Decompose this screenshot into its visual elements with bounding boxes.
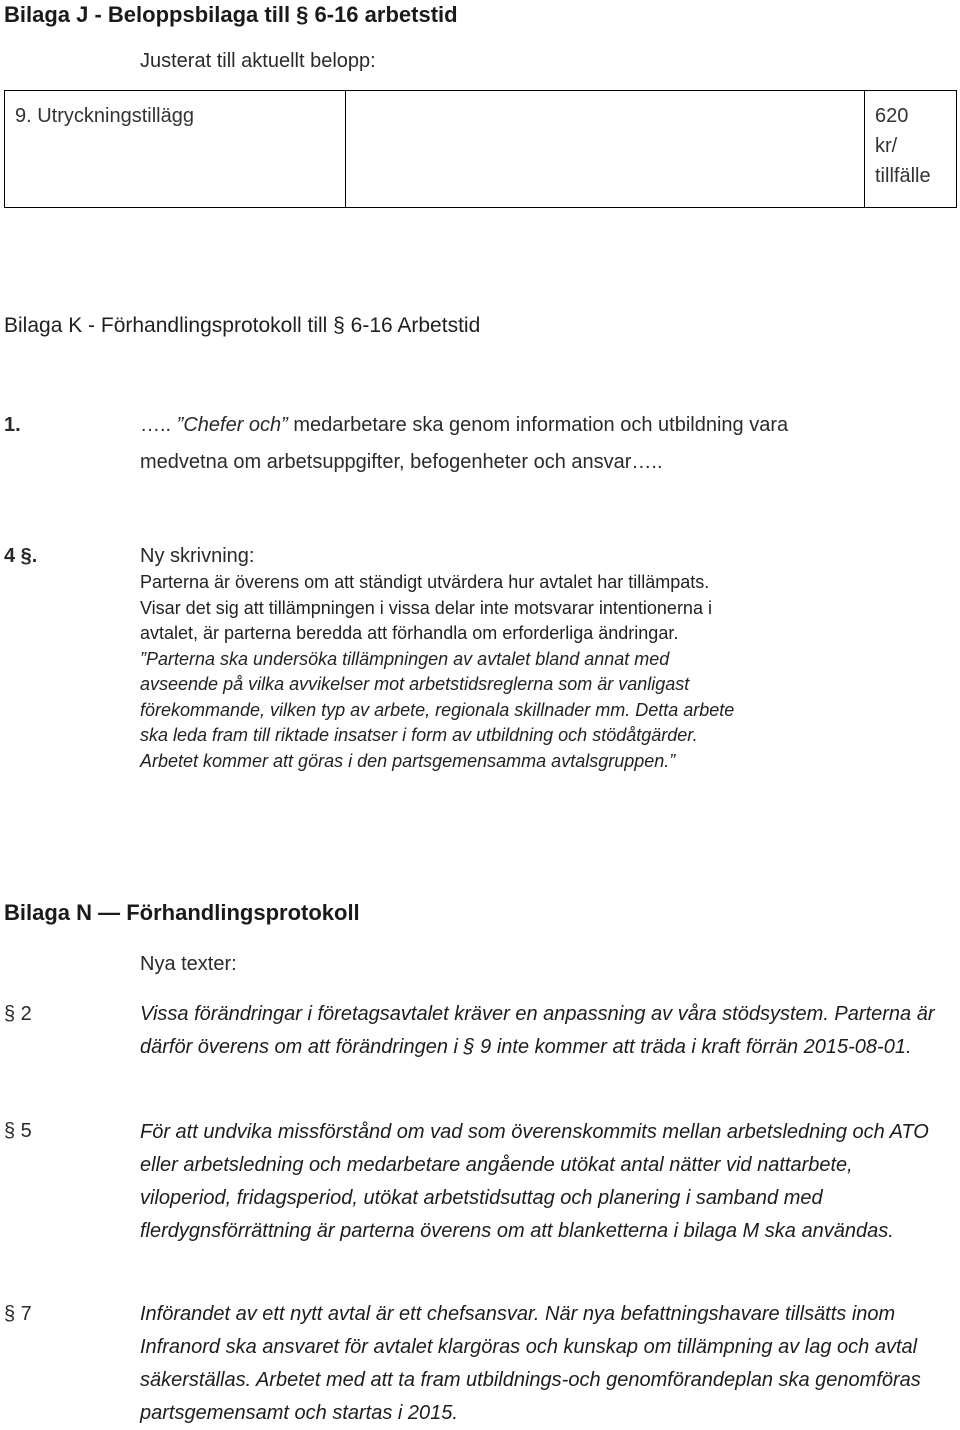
fee-value-line: 620 — [875, 105, 909, 127]
fee-value-line: tillfälle — [875, 165, 931, 187]
item-4-heading: Ny skrivning: — [140, 545, 255, 567]
section-7-number: § 7 — [4, 1303, 32, 1325]
empty-cell — [346, 91, 865, 208]
item-4-number: 4 §. — [4, 545, 38, 567]
item-1-quote: ”Chefer och” — [176, 414, 288, 436]
fee-value-cell — [865, 91, 957, 208]
item-1-rest: medarbetare ska genom information och utbildning vara — [287, 414, 789, 436]
fee-item-cell: 9. Utryckningstillägg — [5, 91, 346, 208]
bilaga-n-title: Bilaga N — Förhandlingsprotokoll — [4, 900, 360, 925]
section-2-text: Vissa förändringar i företagsavtalet kräver en anpassning av våra stödsystem. Parterna är därför överens om att förändringen i § 9 inte kommer att träda i kraft förrän 2015-08-01. — [140, 1003, 935, 1058]
bilaga-k-title: Bilaga K - Förhandlingsprotokoll till § 6-16 Arbetstid — [4, 314, 481, 337]
item-1-line-2: medvetna om arbetsuppgifter, befogenheter och ansvar….. — [140, 451, 663, 473]
bilaga-n-subtitle: Nya texter: — [140, 953, 237, 975]
section-5-text: För att undvika missförstånd om vad som överenskommits mellan arbetsledning och ATO eller arbetsledning och medarbetare angående utökat antal nätter vid nattarbete, viloperiod, fridagsperiod, utökat arbetstidsuttag och planering i samband med flerdygnsförrättning är parterna överens om att blanketterna i bilaga M ska användas. — [140, 1121, 929, 1242]
bilaga-j-title: Bilaga J - Beloppsbilaga till § 6-16 arbetstid — [4, 2, 458, 27]
item-1-line-1 — [140, 414, 788, 437]
table-row — [5, 91, 957, 208]
section-2-number: § 2 — [4, 1003, 32, 1025]
item-1-lead: ….. — [140, 414, 177, 436]
fee-table — [4, 90, 957, 208]
item-1-number: 1. — [4, 414, 21, 436]
item-4-normal-text: Parterna är överens om att ständigt utvärdera hur avtalet har tillämpats. Visar det sig att tillämpningen i vissa delar inte motsvarar intentionerna i avtalet, är parterna beredda att förhandla om erforderliga ändringar. — [140, 572, 712, 643]
section-5-number: § 5 — [4, 1120, 32, 1142]
fee-value-line: kr/ — [875, 135, 898, 157]
section-7-text: Införandet av ett nytt avtal är ett chefsansvar. När nya befattningshavare tillsätts inom Infranord ska ansvaret för avtalet klargöras och kunskap om tillämpning av lag och avtal säkerställas. Arbetet med att ta fram utbildnings-och genomförandeplan ska genomföras partsgemensamt och startas i 2015. — [140, 1303, 921, 1424]
item-4-body — [140, 570, 752, 774]
item-4-italic-text: ”Parterna ska undersöka tillämpningen av avtalet bland annat med avseende på vilka avvikelser mot arbetstidsreglerna som är vanligast förekommande, vilken typ av arbete, regionala skillnader mm. Detta arbete ska leda fram till riktade insatser i form av utbildning och stödåtgärder. Arbetet kommer att göras i den partsgemensamma avtalsgruppen.” — [140, 648, 735, 771]
bilaga-j-subtitle: Justerat till aktuellt belopp: — [140, 50, 376, 72]
